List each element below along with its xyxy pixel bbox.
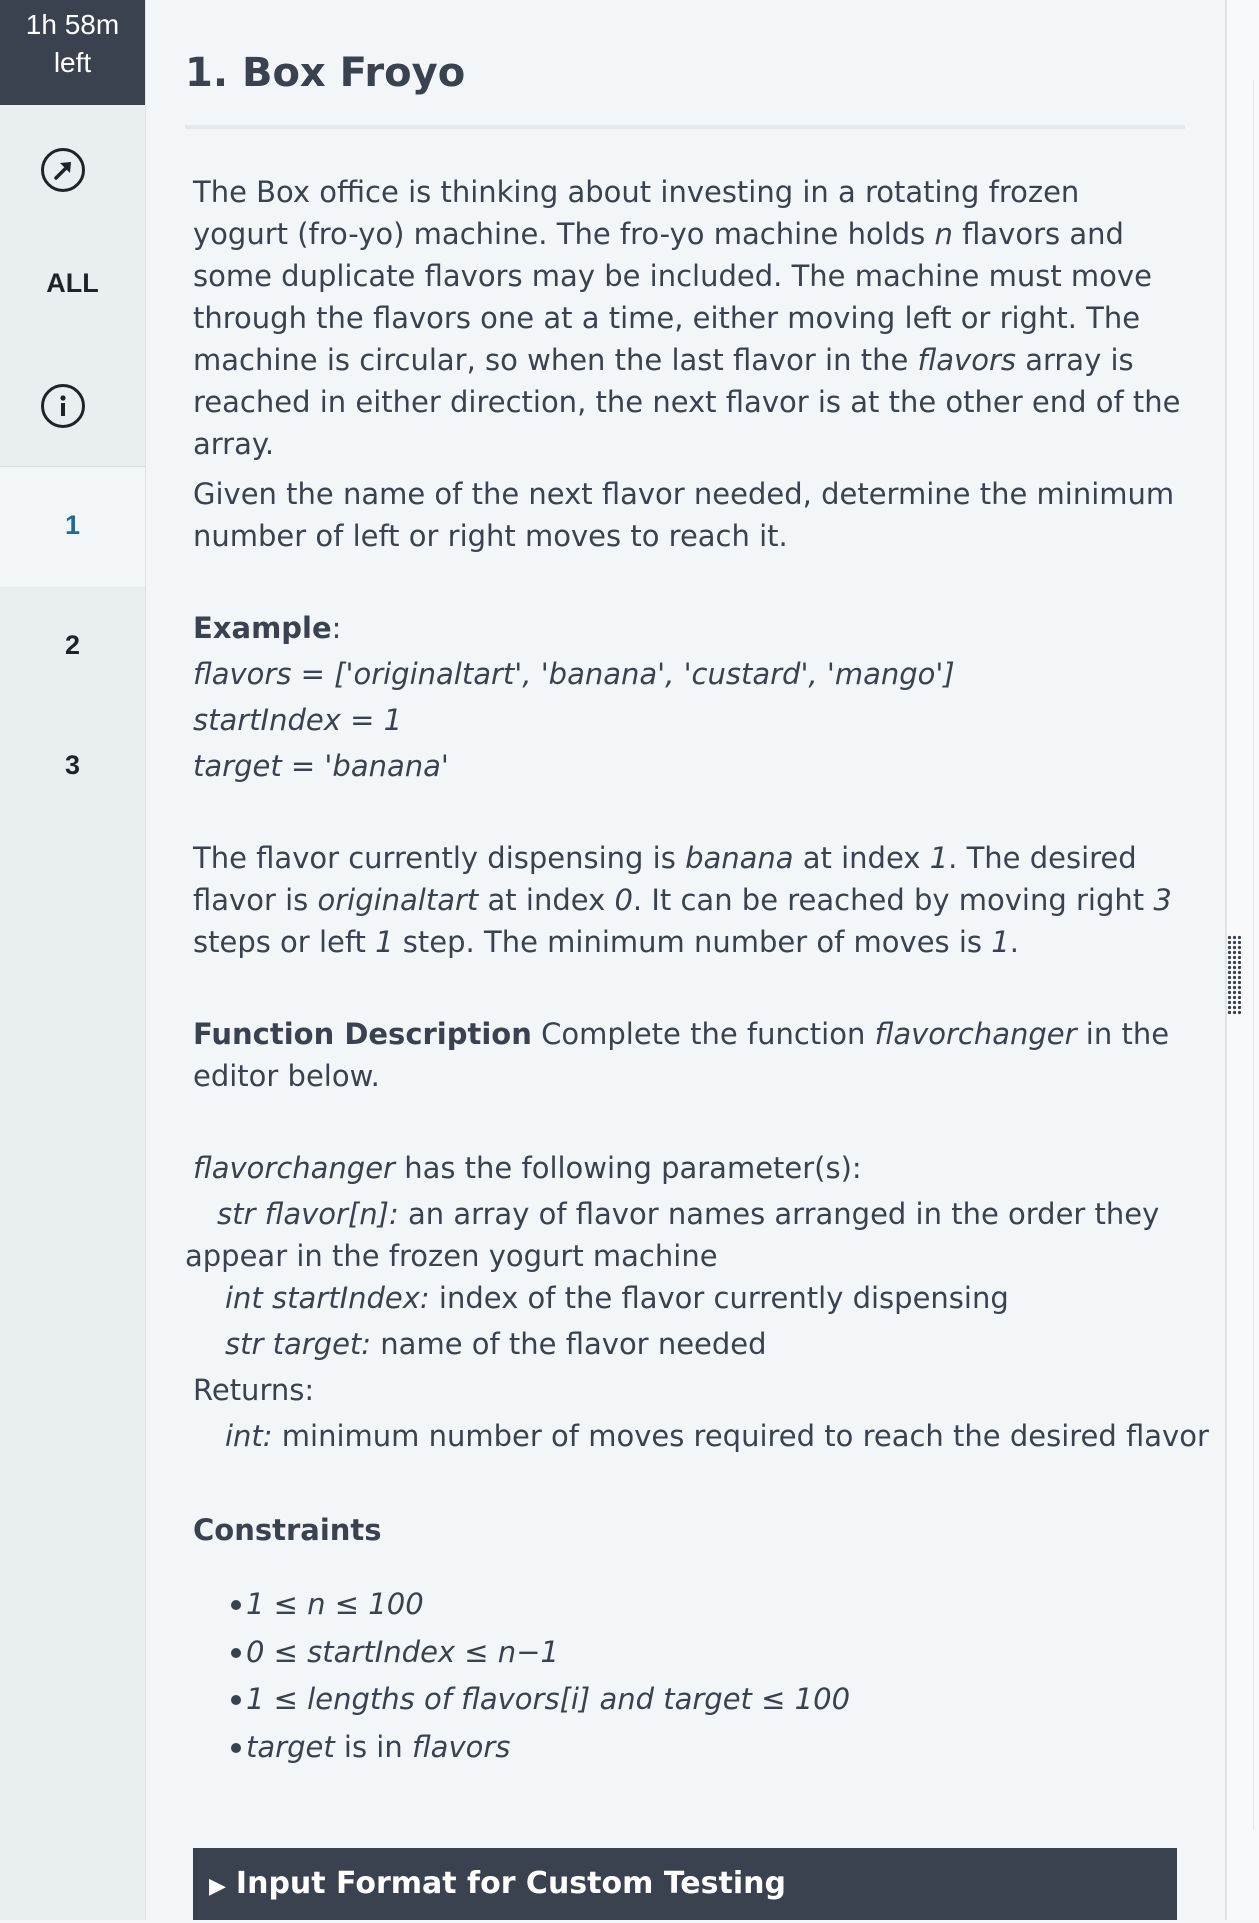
fd-function-name: flavorchanger [874, 1017, 1077, 1051]
constraint-flavors: flavors [411, 1730, 511, 1764]
exp-e: . It can be reached by moving right [632, 883, 1154, 917]
params-intro [193, 1147, 862, 1189]
exp-g: step. The minimum number of moves is [393, 925, 992, 959]
example-colon: : [331, 611, 342, 645]
param-start-index-name: int startIndex: [225, 1281, 430, 1315]
param-flavor-desc: an array of flavor names arranged in the order they [398, 1197, 1160, 1231]
exp-f: steps or left [193, 925, 376, 959]
pane-resize-handle[interactable] [1227, 935, 1243, 1015]
sidebar-item-3[interactable]: 3 [64, 750, 81, 780]
editor-pane-border [1253, 80, 1259, 1830]
exp-originaltart: originaltart [317, 883, 479, 917]
param-flavor-name: str flavor[n]: [217, 1197, 399, 1231]
return-desc: minimum number of moves required to reach the desired flavor [272, 1419, 1209, 1453]
sidebar-item-1[interactable]: 1 [64, 510, 81, 540]
arrow-circle-icon[interactable] [41, 148, 85, 192]
constraints-heading: Constraints [193, 1513, 382, 1547]
intro-n: n [934, 217, 953, 251]
title-divider [185, 125, 1185, 129]
timer-value: 1h 58m [25, 9, 120, 40]
intro-text-c: array is reached in either direction, the next flavor is at the other end of the array. [193, 343, 1181, 461]
fd-b: in the editor below. [193, 1017, 1170, 1093]
param-target-desc: name of the flavor needed [371, 1327, 767, 1361]
intro-text-a: The Box office is thinking about investing in a rotating frozen yogurt (fro-yo) machine. The fro-yo machine holds [193, 175, 1080, 251]
constraint-item: 1 ≤ n ≤ 100 [246, 1583, 424, 1625]
constraint-is-in: is in [334, 1730, 412, 1764]
constraint-item: 1 ≤ lengths of flavors[i] and target ≤ 100 [246, 1678, 850, 1720]
exp-d: at index [478, 883, 615, 917]
example-flavors: flavors = ['originaltart', 'banana', 'custard', 'mango'] [193, 657, 955, 691]
exp-zero: 0 [614, 883, 633, 917]
exp-h: . [1009, 925, 1019, 959]
exp-b: at index [793, 841, 930, 875]
expand-triangle-icon: ▶ [209, 1874, 226, 1899]
example-target-value: banana' [332, 749, 449, 783]
intro-paragraph [193, 171, 1183, 465]
exp-c: . The desired flavor is [193, 841, 1137, 917]
function-description [193, 1013, 1183, 1097]
exp-a: The flavor currently dispensing is [193, 841, 686, 875]
intro-flavors: flavors [917, 343, 1016, 377]
given-paragraph: Given the name of the next flavor needed, determine the minimum number of left or right moves to reach it. [193, 477, 1175, 553]
param-start-index-desc: index of the flavor currently dispensing [429, 1281, 1009, 1315]
timer-label: left [53, 47, 92, 78]
sidebar-item-2[interactable]: 2 [64, 630, 81, 660]
example-target [193, 745, 449, 787]
return-value [225, 1415, 1209, 1457]
exp-one: 1 [929, 841, 949, 875]
exp-banana: banana [685, 841, 794, 875]
constraint-target: target [246, 1730, 335, 1764]
explanation-paragraph [193, 837, 1183, 963]
param-flavor-wrap: appear in the frozen yogurt machine [185, 1239, 718, 1273]
example-label: Example [193, 611, 332, 645]
fd-a: Complete the function [531, 1017, 875, 1051]
exp-one3: 1 [991, 925, 1010, 959]
input-format-toggle[interactable] [193, 1848, 1177, 1920]
constraint-item: 0 ≤ startIndex ≤ n−1 [246, 1631, 559, 1673]
example-target-label: target [193, 749, 282, 783]
param-target-name: str target: [225, 1327, 372, 1361]
time-remaining [0, 0, 145, 105]
param-start-index [225, 1277, 1009, 1319]
params-rest: has the following parameter(s): [394, 1151, 862, 1185]
question-title: 1. Box Froyo [185, 50, 466, 96]
params-fn: flavorchanger [193, 1151, 395, 1185]
param-flavor [217, 1193, 1159, 1235]
example-target-eq: = ' [281, 749, 333, 783]
input-format-label: Input Format for Custom Testing [235, 1866, 786, 1901]
exp-one2: 1 [375, 925, 394, 959]
example-heading [193, 607, 341, 649]
intro-text-b: flavors and some duplicate flavors may be included. The machine must move through the flavors one at a time, either moving left or right. The machine is circular, so when the last flavor in the [193, 217, 1152, 377]
param-target [225, 1323, 767, 1365]
return-type: int: [225, 1419, 273, 1453]
question-sidebar [0, 0, 146, 1920]
returns-label: Returns: [193, 1373, 315, 1407]
constraint-item [246, 1726, 510, 1768]
function-description-heading: Function Description [193, 1017, 532, 1051]
exp-three: 3 [1153, 883, 1172, 917]
example-start-index: startIndex = 1 [193, 703, 403, 737]
sidebar-item-all[interactable]: ALL [46, 268, 99, 298]
info-icon[interactable] [41, 384, 85, 428]
